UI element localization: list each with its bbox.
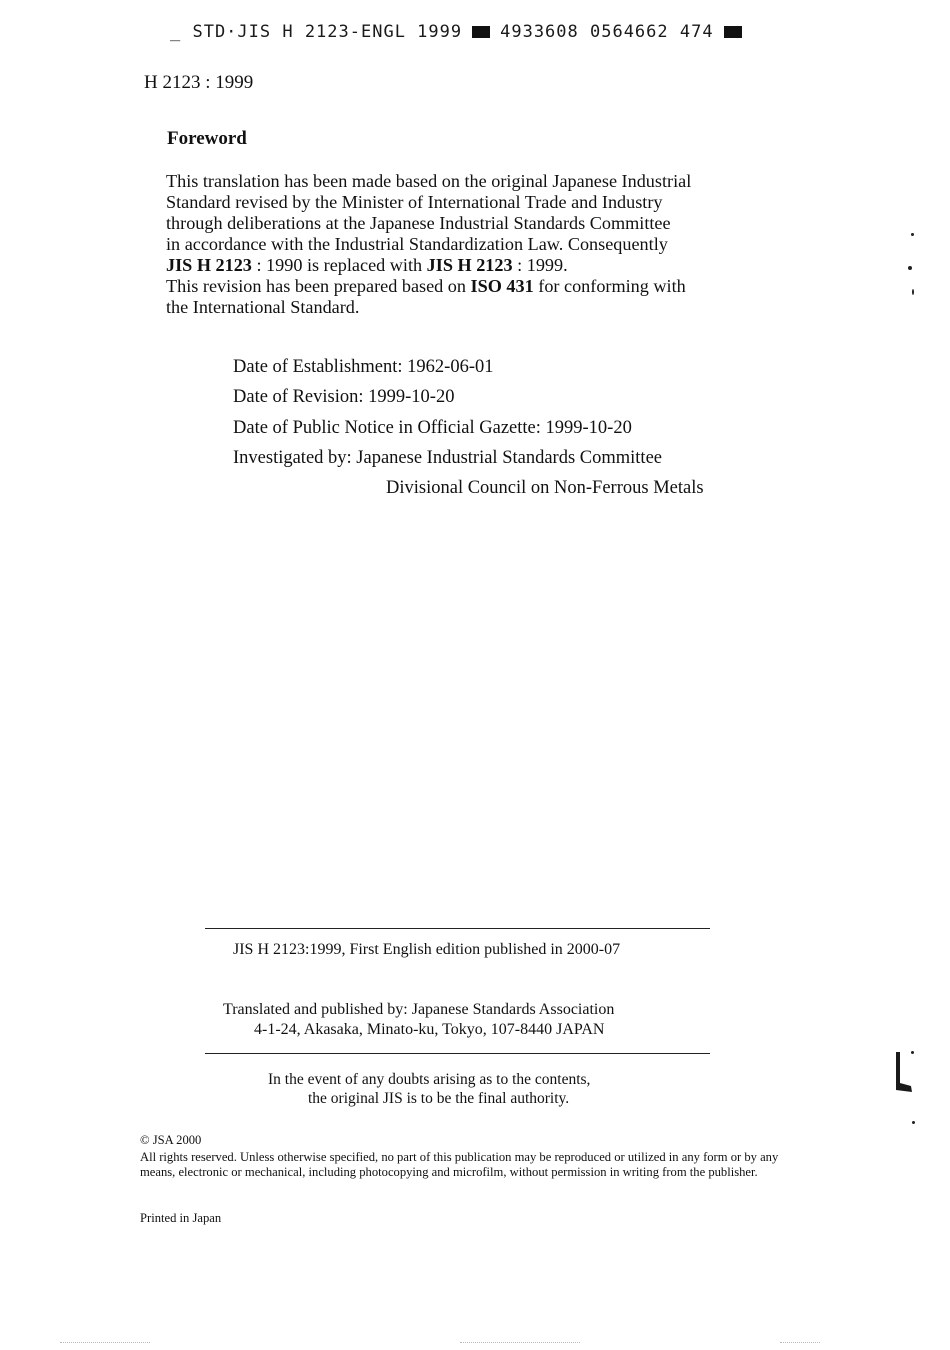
foreword-paragraph-2 — [166, 276, 686, 318]
scan-line — [780, 1342, 820, 1343]
date-of-public-notice: Date of Public Notice in Official Gazette: 1999-10-20 — [233, 418, 632, 438]
scan-speck — [911, 233, 914, 236]
revision-pre: This revision has been prepared based on — [166, 276, 471, 296]
divider-bottom — [205, 1053, 710, 1054]
divider-top — [205, 928, 710, 929]
new-standard: JIS H 2123 — [426, 255, 513, 275]
date-of-establishment: Date of Establishment: 1962-06-01 — [233, 357, 494, 377]
scan-mark — [893, 1050, 917, 1096]
edition-statement: JIS H 2123:1999, First English edition published in 2000-07 — [233, 941, 621, 958]
stamp-block-left — [472, 26, 490, 38]
foreword-paragraph-1 — [166, 171, 691, 276]
investigated-by: Investigated by: Japanese Industrial Standards Committee — [233, 448, 662, 468]
old-year-text: : 1990 is replaced with — [251, 255, 427, 275]
document-id: H 2123 : 1999 — [144, 72, 254, 93]
publisher-address: 4-1-24, Akasaka, Minato-ku, Tokyo, 107-8440 JAPAN — [254, 1021, 605, 1038]
date-of-revision: Date of Revision: 1999-10-20 — [233, 387, 455, 407]
scan-line — [60, 1342, 150, 1343]
stamp-prefix: _ STD·JIS H 2123-ENGL 1999 — [170, 22, 463, 42]
revision-line — [166, 276, 686, 297]
replacement-line — [166, 255, 691, 276]
header-stamp — [170, 22, 752, 42]
foreword-line: Standard revised by the Minister of International Trade and Industry — [166, 192, 663, 212]
authority-note-line-2: the original JIS is to be the final authority. — [308, 1090, 570, 1107]
stamp-block-right — [724, 26, 742, 38]
scan-speck — [912, 1121, 915, 1124]
rights-statement: All rights reserved. Unless otherwise specified, no part of this publication may be reproduced or utilized in any form or by any means, electronic or mechanical, including photocopying and microfilm, without permission in writing from the publisher. — [140, 1150, 779, 1179]
new-year-text: : 1999. — [512, 255, 568, 275]
foreword-line: This translation has been made based on the original Japanese Industrial — [166, 171, 692, 191]
revision-line-2: the International Standard. — [166, 297, 360, 317]
scan-speck — [912, 289, 914, 295]
revision-post: for conforming with — [533, 276, 686, 296]
printed-in: Printed in Japan — [140, 1211, 222, 1225]
stamp-code: 4933608 0564662 474 — [500, 22, 714, 42]
divisional-council: Divisional Council on Non-Ferrous Metals — [386, 478, 704, 498]
old-standard: JIS H 2123 — [166, 255, 252, 275]
foreword-heading: Foreword — [167, 128, 247, 149]
authority-note-line-1: In the event of any doubts arising as to the contents, — [268, 1071, 591, 1088]
scan-line — [460, 1342, 580, 1343]
foreword-line: in accordance with the Industrial Standardization Law. Consequently — [166, 234, 668, 254]
copyright: © JSA 2000 — [140, 1133, 202, 1147]
translated-by: Translated and published by: Japanese Standards Association — [223, 1001, 615, 1018]
iso-reference: ISO 431 — [470, 276, 534, 296]
foreword-line: through deliberations at the Japanese Industrial Standards Committee — [166, 213, 671, 233]
scan-speck — [908, 266, 912, 270]
